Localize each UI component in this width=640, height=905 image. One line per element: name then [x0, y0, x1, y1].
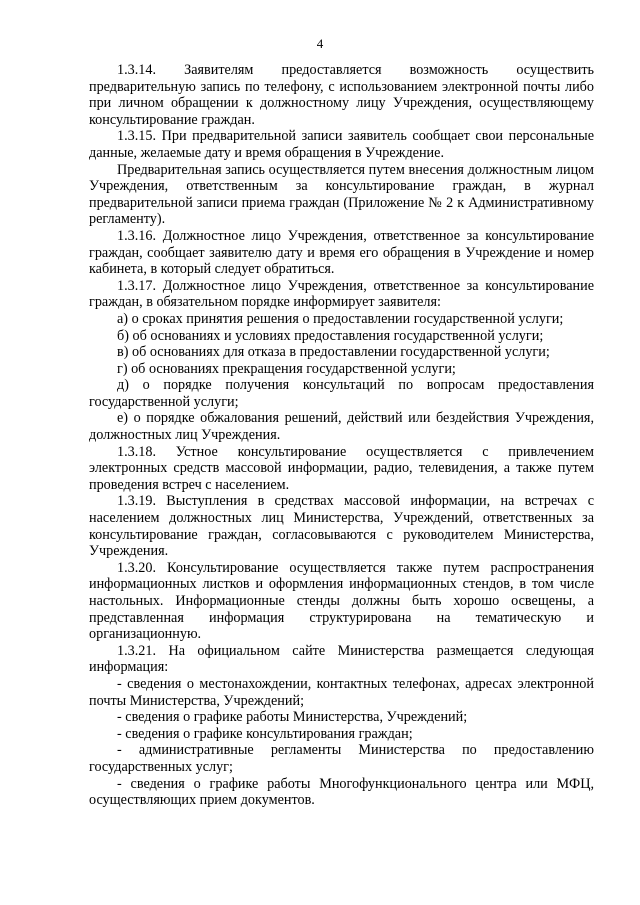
paragraph-1-3-18: 1.3.18. Устное консультирование осуществляется с привлечением электронных средств массовой информации, радио, телевидения, а также путем проведения встреч с населением. — [89, 443, 594, 493]
paragraph-1-3-16: 1.3.16. Должностное лицо Учреждения, ответственное за консультирование граждан, сообщает заявителю дату и время его обращения в Учреждение и номер кабинета, в который следует обратиться. — [89, 227, 594, 278]
document-body — [89, 62, 594, 809]
list-item-a: а) о сроках принятия решения о предоставлении государственной услуги; — [117, 310, 564, 327]
paragraph-1-3-19: 1.3.19. Выступления в средствах массовой информации, на встречах с населением должностных лиц Министерства, Учреждений, ответственных за консультирование граждан, согласовываются с руководителем Министерства, Учреждения. — [89, 493, 594, 560]
dash-item-mfc-schedule: - сведения о графике работы Многофункционального центра или МФЦ, осуществляющих прием документов. — [89, 775, 594, 809]
list-item-b: б) об основаниях и условиях предоставления государственной услуги; — [117, 327, 544, 344]
list-item-d: д) о порядке получения консультаций по вопросам предоставления государственной услуги; — [89, 377, 594, 410]
dash-item-work-schedule: - сведения о графике работы Министерства, Учреждений; — [117, 709, 468, 726]
list-item-g: г) об основаниях прекращения государственной услуги; — [117, 360, 456, 377]
paragraph-1-3-14: 1.3.14. Заявителям предоставляется возможность осуществить предварительную запись по телефону, с использованием электронной почты либо при личном обращении к должностному лицу Учреждения, осуществляющему консультирование граждан. — [89, 62, 594, 128]
paragraph-1-3-17: 1.3.17. Должностное лицо Учреждения, ответственное за консультирование граждан, в обязательном порядке информирует заявителя: — [89, 277, 594, 311]
paragraph-1-3-15: 1.3.15. При предварительной записи заявитель сообщает свои персональные данные, желаемые дату и время обращения в Учреждение. — [89, 128, 594, 161]
paragraph-1-3-21: 1.3.21. На официальном сайте Министерства размещается следующая информация: — [89, 642, 594, 676]
dash-item-regulations: - административные регламенты Министерства по предоставлению государственных услуг; — [89, 742, 594, 775]
dash-item-location: - сведения о местонахождении, контактных телефонах, адресах электронной почты Министерства, Учреждений; — [89, 675, 594, 709]
page-number: 4 — [316, 36, 324, 51]
list-item-e: е) о порядке обжалования решений, действий или бездействия Учреждения, должностных лиц Учреждения. — [89, 410, 594, 444]
dash-item-consulting-schedule: - сведения о графике консультирования граждан; — [117, 725, 413, 742]
paragraph-preliminary-record: Предварительная запись осуществляется путем внесения должностным лицом Учреждения, ответственным за консультирование граждан, в журнал предварительной записи приема граждан (Приложение № 2 к Административному регламенту). — [89, 161, 594, 228]
list-item-v: в) об основаниях для отказа в предоставлении государственной услуги; — [117, 344, 550, 361]
paragraph-1-3-20: 1.3.20. Консультирование осуществляется также путем распространения информационных листков и оформления информационных стендов, в том числе настольных. Информационные стенды должны быть хорошо освещены, а представленная информация структурирована на тематическую и организационную. — [89, 559, 594, 643]
